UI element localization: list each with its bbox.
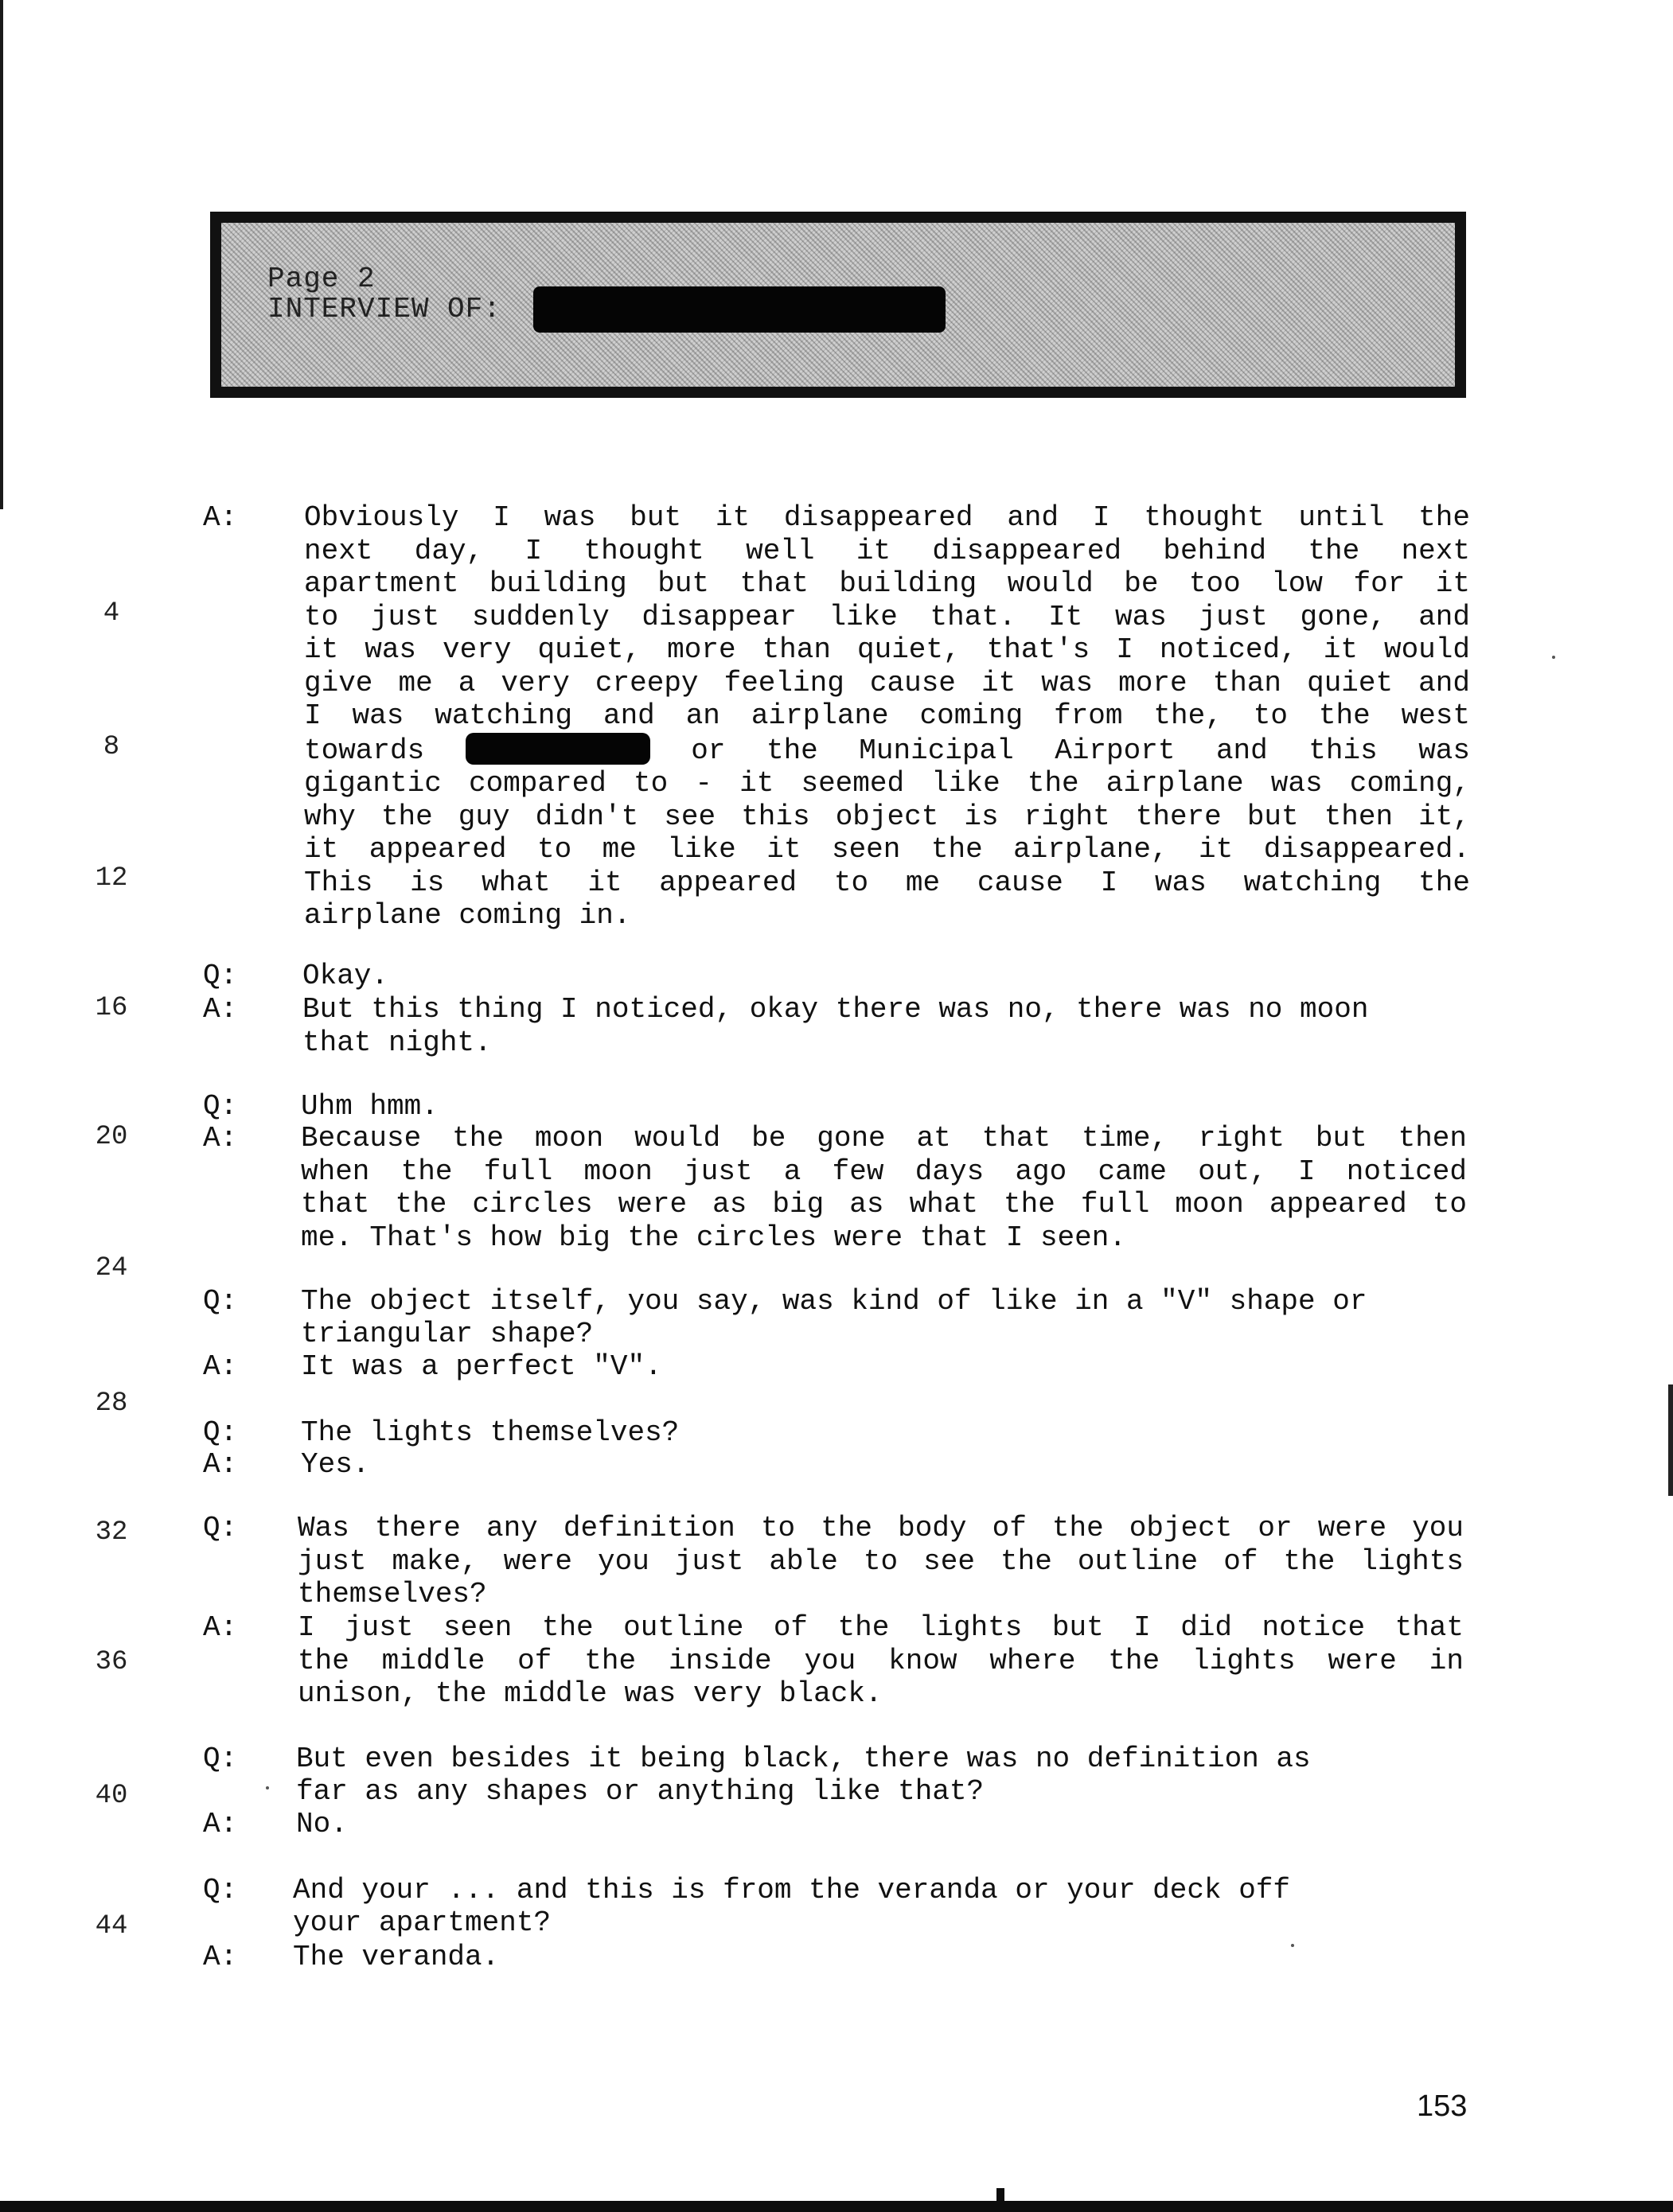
- answer-text: But this thing I noticed, okay there was no, there was no moon: [302, 993, 1369, 1026]
- line-number: 28: [95, 1388, 128, 1419]
- speaker-label: A:: [203, 1448, 238, 1481]
- line-number: 12: [95, 863, 128, 894]
- speaker-label: Q:: [203, 1743, 238, 1775]
- speaker-label: Q:: [203, 1512, 238, 1544]
- answer-text: [301, 1122, 1467, 1254]
- line-number: 40: [95, 1781, 128, 1811]
- text-line: it was very quiet, more than quiet, that's I noticed, it would: [304, 633, 1470, 666]
- text-line: themselves?: [298, 1578, 487, 1610]
- text-line: me. That's how big the circles were that I seen.: [301, 1221, 1126, 1254]
- text-line: the middle of the inside you know where the lights were in: [298, 1644, 1464, 1677]
- speaker-label: Q:: [203, 1285, 238, 1318]
- line-number: 8: [103, 732, 120, 762]
- question-text: But even besides it being black, there was no definition as: [296, 1743, 1311, 1775]
- text-line: Because the moon would be gone at that time, right but then: [301, 1122, 1467, 1155]
- answer-text: [298, 1611, 1464, 1711]
- text-line: Obviously I was but it disappeared and I thought until the: [304, 501, 1470, 534]
- line-number: 44: [95, 1911, 128, 1941]
- speaker-label: A:: [203, 1941, 238, 1973]
- speaker-label: A:: [203, 1611, 238, 1644]
- speaker-label: Q:: [203, 1416, 238, 1449]
- answer-text: The veranda.: [293, 1941, 500, 1973]
- text-line: to just suddenly disappear like that. It was just gone, and: [304, 600, 1470, 633]
- answer-text: [304, 501, 1470, 933]
- question-text: And your ... and this is from the veranda or your deck off: [293, 1874, 1291, 1906]
- line-number: 4: [103, 598, 120, 629]
- text-line: gigantic compared to - it seemed like the airplane was coming,: [304, 767, 1470, 800]
- scan-edge-right: [1668, 1384, 1673, 1496]
- answer-text: that night.: [302, 1026, 492, 1059]
- scan-speck: [266, 1786, 269, 1789]
- page-label: Page 2: [267, 263, 376, 295]
- speaker-label: Q:: [203, 1090, 238, 1123]
- text-line: I was watching and an airplane coming from the, to the west: [304, 699, 1470, 732]
- page-number: 153: [1417, 2089, 1468, 2123]
- speaker-label: A:: [203, 1350, 238, 1383]
- question-text: triangular shape?: [301, 1318, 594, 1350]
- text-line: that the circles were as big as what the full moon appeared to: [301, 1188, 1467, 1221]
- text-line: Was there any definition to the body of the object or were you: [298, 1512, 1464, 1544]
- text-fragment: or the Municipal Airport and this was: [691, 734, 1470, 767]
- question-text: your apartment?: [293, 1906, 552, 1939]
- scan-speck: [1552, 656, 1555, 659]
- text-line: [304, 733, 1470, 768]
- line-number: 20: [95, 1122, 128, 1152]
- line-number: 36: [95, 1647, 128, 1677]
- text-line: I just seen the outline of the lights but I did notice that: [298, 1611, 1464, 1644]
- answer-text: Yes.: [301, 1448, 370, 1481]
- text-line: give me a very creepy feeling cause it was more than quiet and: [304, 666, 1470, 699]
- scan-edge-bottom: [0, 2201, 1673, 2212]
- answer-text: It was a perfect "V".: [301, 1350, 662, 1383]
- text-line: it appeared to me like it seen the airplane, it disappeared.: [304, 833, 1470, 866]
- scan-edge-left: [0, 0, 3, 509]
- text-line: airplane coming in.: [304, 899, 631, 932]
- speaker-label: A:: [203, 1808, 238, 1840]
- text-line: apartment building but that building would be too low for it: [304, 567, 1470, 600]
- text-line: why the guy didn't see this object is right there but then it,: [304, 800, 1470, 833]
- text-line: just make, were you just able to see the outline of the lights: [298, 1544, 1464, 1578]
- line-number: 24: [95, 1253, 128, 1283]
- speaker-label: A:: [203, 501, 238, 534]
- redacted-name: [533, 286, 946, 333]
- question-text: The object itself, you say, was kind of like in a "V" shape or: [301, 1285, 1367, 1318]
- speaker-label: Q:: [203, 960, 238, 992]
- question-text: [298, 1512, 1464, 1611]
- text-line: next day, I thought well it disappeared behind the next: [304, 534, 1470, 567]
- speaker-label: Q:: [203, 1874, 238, 1906]
- text-line: This is what it appeared to me cause I was watching the: [304, 866, 1470, 899]
- interview-label: INTERVIEW OF:: [267, 293, 501, 325]
- answer-text: No.: [296, 1808, 348, 1840]
- question-text: Okay.: [302, 960, 389, 992]
- text-line: when the full moon just a few days ago came out, I noticed: [301, 1155, 1467, 1188]
- speaker-label: A:: [203, 993, 238, 1026]
- line-number: 32: [95, 1517, 128, 1548]
- scan-speck: [1291, 1944, 1294, 1947]
- redacted-location: [466, 733, 650, 765]
- text-fragment: towards: [304, 734, 425, 767]
- question-text: Uhm hmm.: [301, 1090, 439, 1123]
- line-number: 16: [95, 993, 128, 1023]
- interview-header-box: [210, 212, 1466, 398]
- text-line: unison, the middle was very black.: [298, 1677, 883, 1710]
- scan-edge-notch: [996, 2188, 1004, 2212]
- question-text: The lights themselves?: [301, 1416, 680, 1449]
- speaker-label: A:: [203, 1122, 238, 1155]
- question-text: far as any shapes or anything like that?: [296, 1775, 985, 1808]
